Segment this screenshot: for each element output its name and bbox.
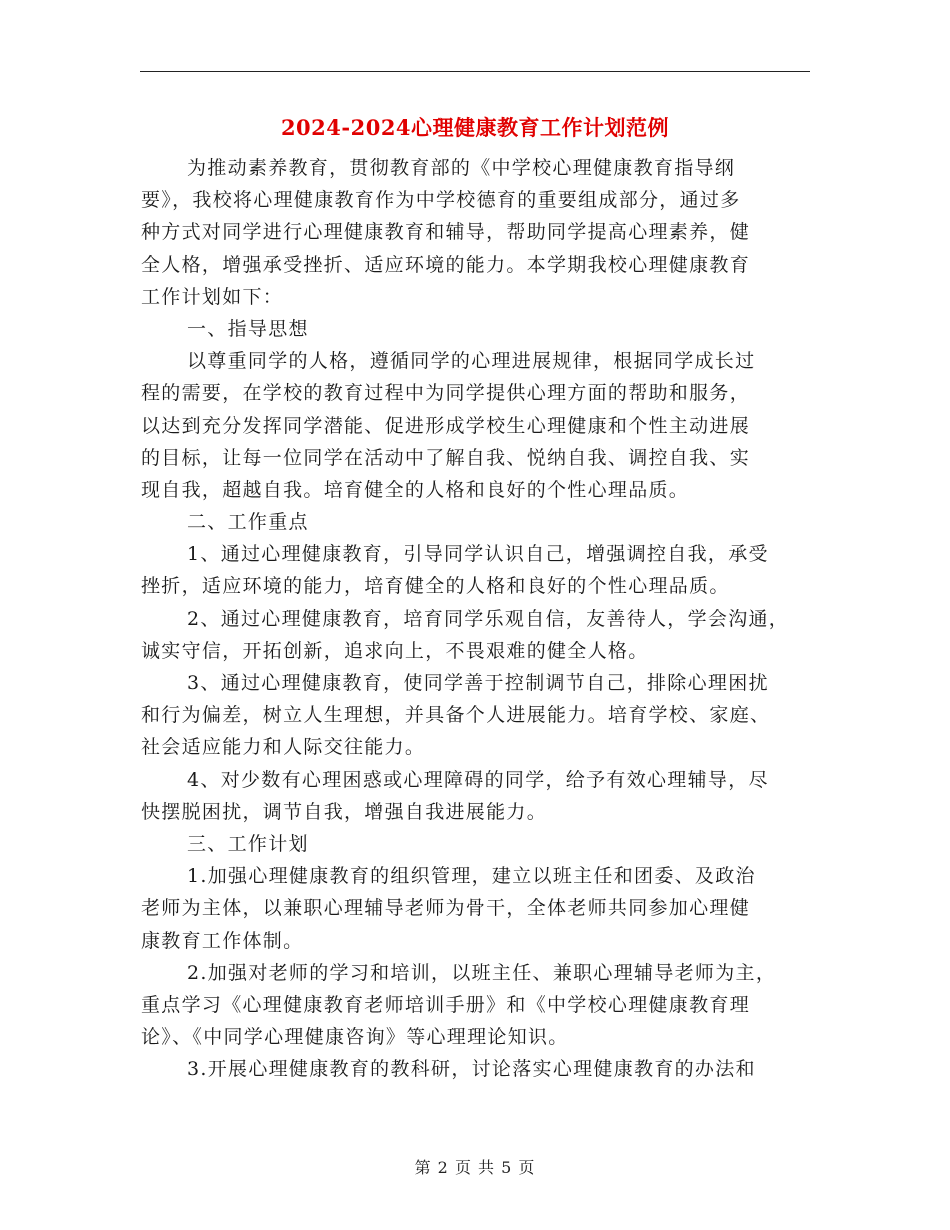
body-line: 2.加强对老师的学习和培训，以班主任、兼职心理辅导老师为主， (187, 961, 777, 984)
body-line: 重点学习《心理健康教育老师培训手册》和《中学校心理健康教育理 (141, 993, 751, 1016)
body-line: 2、通过心理健康教育，培育同学乐观自信，友善待人，学会沟通， (187, 607, 790, 630)
body-line: 种方式对同学进行心理健康教育和辅导，帮助同学提高心理素养，健 (141, 221, 751, 244)
page-footer: 第 2 页 共 5 页 (414, 1158, 536, 1177)
body-line: 1.加强心理健康教育的组织管理，建立以班主任和团委、及政治 (187, 865, 756, 888)
body-line: 的目标，让每一位同学在活动中了解自我、悦纳自我、调控自我、实 (141, 446, 751, 469)
body-line: 全人格，增强承受挫折、适应环境的能力。本学期我校心理健康教育 (141, 253, 751, 276)
header-rule (140, 71, 810, 72)
body-line: 和行为偏差，树立人生理想，并具备个人进展能力。培育学校、家庭、 (141, 704, 771, 727)
body-line: 社会适应能力和人际交往能力。 (141, 736, 426, 759)
document-body (141, 152, 821, 1085)
body-line: 1、通过心理健康教育，引导同学认识自己，增强调控自我，承受 (187, 543, 769, 566)
body-line: 二、工作重点 (187, 511, 309, 534)
body-line: 3、通过心理健康教育，使同学善于控制调节自己，排除心理困扰 (187, 672, 769, 694)
body-line: 挫折，适应环境的能力，培育健全的人格和良好的个性心理品质。 (141, 575, 730, 598)
document-title: 2024-2024心理健康教育工作计划范例 (280, 115, 670, 140)
body-line: 为推动素养教育，贯彻教育部的《中学校心理健康教育指导纲 (187, 157, 736, 179)
body-line: 一、指导思想 (187, 317, 309, 340)
body-line: 诚实守信，开拓创新，追求向上，不畏艰难的健全人格。 (141, 639, 649, 662)
body-line: 三、工作计划 (187, 832, 309, 855)
body-line: 要》，我校将心理健康教育作为中学校德育的重要组成部分，通过多 (141, 189, 741, 212)
body-line: 3.开展心理健康教育的教科研，讨论落实心理健康教育的办法和 (187, 1058, 756, 1081)
body-line: 工作计划如下： (141, 285, 284, 308)
body-line: 现自我，超越自我。培育健全的人格和良好的个性心理品质。 (141, 478, 690, 501)
body-line: 程的需要，在学校的教育过程中为同学提供心理方面的帮助和服务， (141, 382, 751, 405)
body-line: 以尊重同学的人格，遵循同学的心理进展规律，根据同学成长过 (187, 350, 756, 373)
body-line: 4、对少数有心理困惑或心理障碍的同学，给予有效心理辅导，尽 (187, 768, 769, 791)
body-line: 以达到充分发挥同学潜能、促进形成学校生心理健康和个性主动进展 (141, 414, 751, 437)
body-line: 快摆脱困扰，调节自我，增强自我进展能力。 (141, 800, 548, 823)
body-line: 论》、《中同学心理健康咨询》等心理理论知识。 (141, 1026, 569, 1049)
body-line: 老师为主体，以兼职心理辅导老师为骨干，全体老师共同参加心理健 (141, 897, 751, 920)
body-line: 康教育工作体制。 (141, 929, 304, 952)
